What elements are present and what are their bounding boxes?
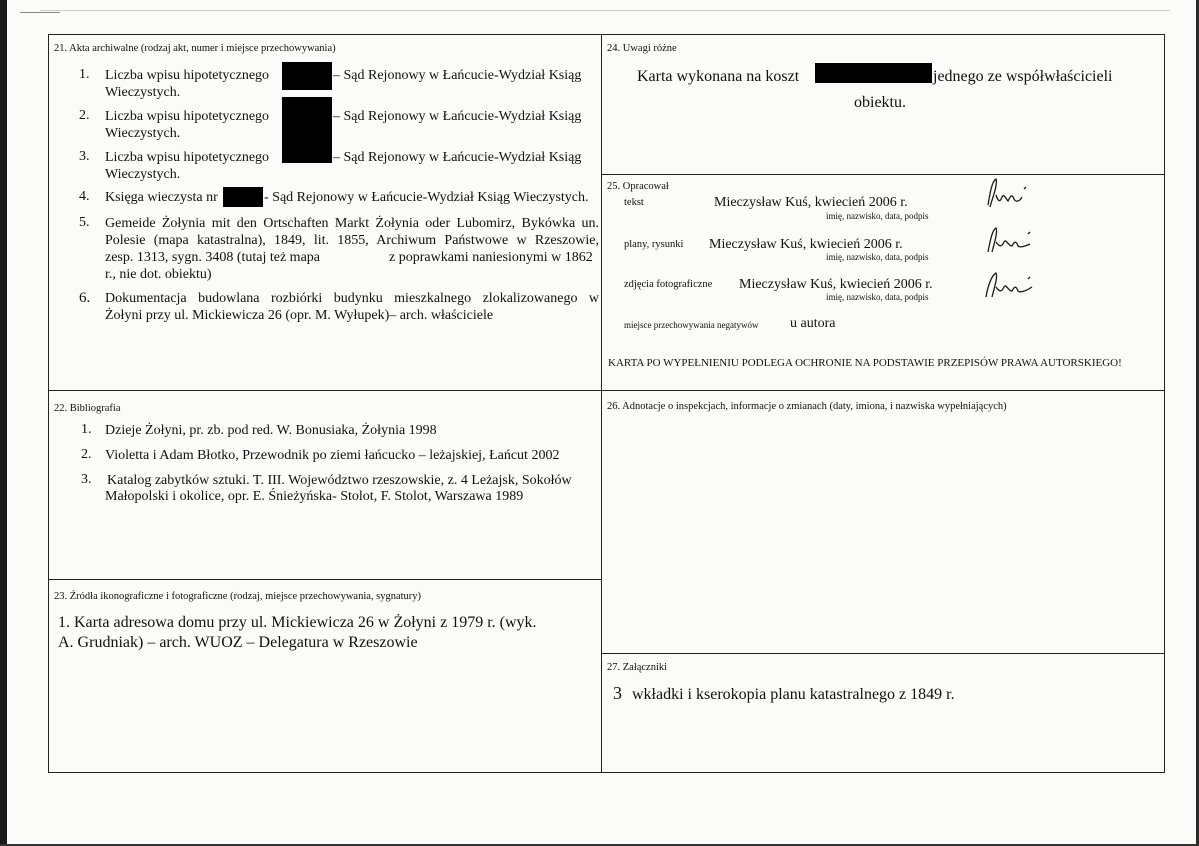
prepared-row-value: Mieczysław Kuś, kwiecień 2006 r. <box>709 237 903 252</box>
item-text-line: z poprawkami naniesionymi w 1862 <box>389 250 593 265</box>
item-text-line: Dokumentacja budowlana rozbiórki budynku mieszkalnego zlokalizowanego w <box>105 291 599 306</box>
attachment-count: 3 <box>613 683 622 703</box>
item-text-start: Liczba wpisu hipotetycznego <box>105 68 270 83</box>
section-27-header: 27. Załączniki <box>607 662 668 673</box>
copyright-notice: KARTA PO WYPEŁNIENIU PODLEGA OCHRONIE NA PODSTAWIE PRZEPISÓW PRAWA AUTORSKIEGO! <box>608 357 1122 369</box>
section-23-header: 23. Źródła ikonograficzne i fotograficzne (rodzaj, miejsce przechowywania, sygnatury) <box>54 591 422 602</box>
redaction-block <box>282 143 332 163</box>
section-27-attachments <box>601 653 1165 773</box>
item-text-line: r., nie dot. obiektu) <box>105 267 212 282</box>
redaction-block <box>282 62 332 90</box>
section-23-iconographic-sources <box>48 579 602 773</box>
section-24-remarks <box>601 34 1165 175</box>
section-21-archival-records <box>48 34 602 391</box>
item-text-end: – Sąd Rejonowy w Łańcucie-Wydział Ksiąg <box>333 150 582 165</box>
section-25-header: 25. Opracował <box>607 181 669 192</box>
item-number: 6. <box>79 290 91 306</box>
item-text-line: Żołyni przy ul. Mickiewicza 26 (opr. M. Wyłupek)– arch. właściciele <box>105 308 494 323</box>
source-line: 1. Karta adresowa domu przy ul. Mickiewicza 26 w Żołyni z 1979 r. (wyk. <box>58 614 537 631</box>
item-text-start: Księga wieczysta nr <box>105 190 218 205</box>
section-26-header: 26. Adnotacje o inspekcjach, informacje o zmianach (daty, imiona, i nazwiska wypełniających) <box>607 401 1007 412</box>
section-21-header: 21. Akta archiwalne (rodzaj akt, numer i miejsce przechowywania) <box>54 43 336 54</box>
scan-top-line <box>40 10 1170 11</box>
negatives-label: miejsce przechowywania negatywów <box>624 320 759 330</box>
redaction-block <box>223 187 263 207</box>
item-number: 5. <box>79 215 90 230</box>
redaction-block <box>282 97 332 145</box>
prepared-row-caption: imię, nazwisko, data, podpis <box>826 292 929 302</box>
source-line: A. Grudniak) – arch. WUOZ – Delegatura w Rzeszowie <box>58 634 418 651</box>
item-text-end: - Sąd Rejonowy w Łańcucie-Wydział Ksiąg Wieczystych. <box>264 190 589 205</box>
section-22-header: 22. Bibliografia <box>54 403 121 414</box>
bibliography-line: Małopolski i okolice, opr. E. Śnieżyńska- Stolot, F. Stolot, Warszawa 1989 <box>105 489 524 504</box>
item-text-start: Liczba wpisu hipotetycznego <box>105 109 270 124</box>
item-number: 3. <box>79 149 90 164</box>
item-text-line: Gemeide Żołynia mit den Ortschaften Markt Żołynia oder Lubomirz, Bykówka un. <box>105 216 599 231</box>
item-text-end: – Sąd Rejonowy w Łańcucie-Wydział Ksiąg <box>333 109 582 124</box>
signature-mark <box>982 175 1042 215</box>
item-text-end: – Sąd Rejonowy w Łańcucie-Wydział Ksiąg <box>333 68 582 83</box>
bibliography-line: Dzieje Żołyni, pr. zb. pod red. W. Bonusiaka, Żołynia 1998 <box>105 423 437 438</box>
remark-text-end: jednego ze współwłaścicieli <box>933 68 1113 85</box>
item-number: 2. <box>79 108 90 123</box>
prepared-row-caption: imię, nazwisko, data, podpis <box>826 252 929 262</box>
bibliography-line: Katalog zabytków sztuki. T. III. Województwo rzeszowskie, z. 4 Leżajsk, Sokołów <box>107 473 572 488</box>
item-text-cont: Wieczystych. <box>105 126 181 141</box>
section-24-header: 24. Uwagi różne <box>607 43 677 54</box>
item-number: 2. <box>81 447 92 462</box>
section-22-bibliography <box>48 390 602 580</box>
signature-mark <box>982 263 1042 303</box>
item-number: 3. <box>81 472 92 487</box>
signature-mark <box>982 220 1042 260</box>
prepared-row-value: Mieczysław Kuś, kwiecień 2006 r. <box>714 195 908 210</box>
prepared-row-label: zdjęcia fotograficzne <box>624 279 713 290</box>
item-text-line: zesp. 1313, sygn. 3408 (tutaj też mapa <box>105 250 321 265</box>
prepared-row-label: tekst <box>624 197 644 208</box>
item-text-cont: Wieczystych. <box>105 85 181 100</box>
remark-text-line2: obiektu. <box>854 94 906 111</box>
prepared-row-value: Mieczysław Kuś, kwiecień 2006 r. <box>739 277 933 292</box>
redaction-block <box>815 63 932 83</box>
prepared-row-label: plany, rysunki <box>624 239 684 250</box>
item-number: 1. <box>81 422 92 437</box>
section-26-annotations <box>601 390 1165 654</box>
item-text-line: Polesie (mapa katastralna), 1849, lit. 1855, Archiwum Państwowe w Rzeszowie, <box>105 233 599 248</box>
scan-edge-left <box>0 0 7 846</box>
remark-text-start: Karta wykonana na koszt <box>637 68 800 85</box>
attachment-text: wkładki i kserokopia planu katastralnego z 1849 r. <box>632 686 955 703</box>
item-number: 4. <box>79 189 90 204</box>
item-number: 1. <box>79 67 90 82</box>
negatives-value: u autora <box>790 316 836 331</box>
section-25-prepared-by <box>601 174 1165 391</box>
item-text-start: Liczba wpisu hipotetycznego <box>105 150 270 165</box>
scan-top-mark <box>20 12 60 13</box>
prepared-row-caption: imię, nazwisko, data, podpis <box>826 211 929 221</box>
item-text-cont: Wieczystych. <box>105 167 181 182</box>
bibliography-line: Violetta i Adam Błotko, Przewodnik po ziemi łańcucko – leżajskiej, Łańcut 2002 <box>105 448 560 463</box>
